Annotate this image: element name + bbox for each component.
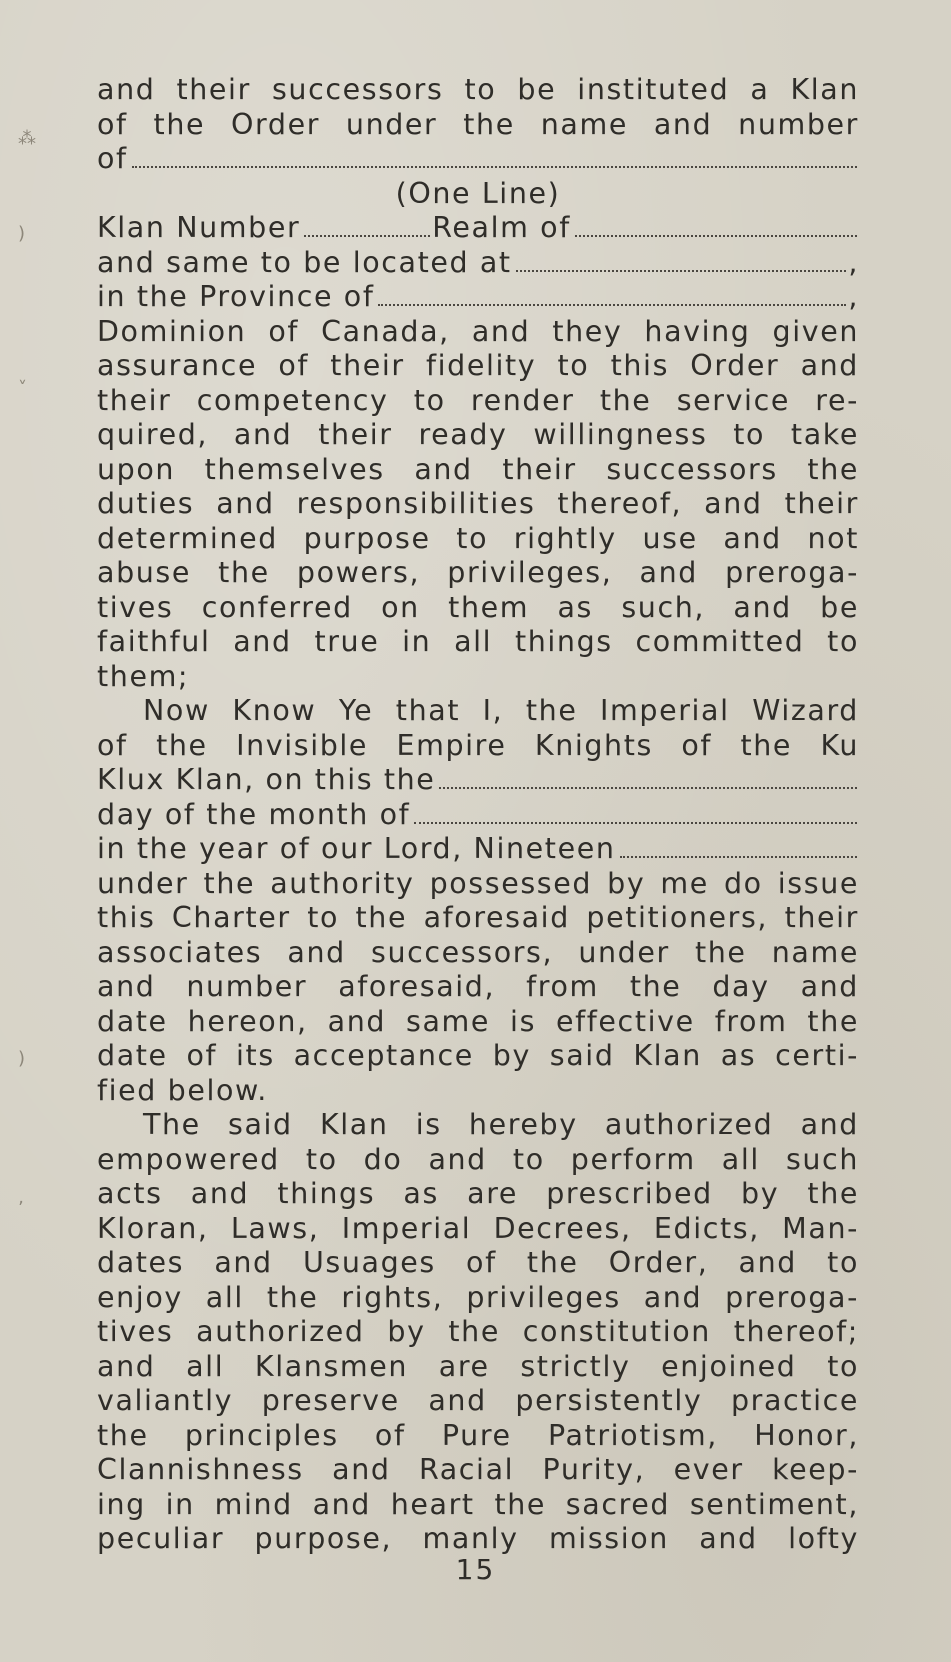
text-line xyxy=(97,763,859,798)
line-label: Klan Number xyxy=(97,211,301,244)
text-line: Kloran, Laws, Imperial Decrees, Edicts, Man- xyxy=(97,1211,859,1245)
text-line: the principles of Pure Patriotism, Honor, xyxy=(97,1418,859,1452)
text-line: enjoy all the rights, privileges and preroga- xyxy=(97,1280,859,1314)
text-line: and their successors to be instituted a Klan xyxy=(97,73,859,106)
blank-field xyxy=(439,786,857,789)
text-line: dates and Usuages of the Order, and to xyxy=(97,1246,859,1279)
line-label: day of the month of xyxy=(97,797,411,831)
blank-field xyxy=(304,234,430,237)
text-line: and all Klansmen are strictly enjoined to xyxy=(97,1349,859,1383)
text-line: of the Order under the name and number xyxy=(97,107,859,141)
text-line: The said Klan is hereby authorized and xyxy=(143,1108,859,1141)
text-line: (One Line) xyxy=(395,176,561,210)
text-line: Clannishness and Racial Purity, ever keep- xyxy=(97,1453,859,1486)
text-line: date hereon, and same is effective from the xyxy=(97,1004,859,1038)
text-line: date of its acceptance by said Klan as certi- xyxy=(97,1039,859,1072)
text-line: assurance of their fidelity to this Order and xyxy=(97,349,859,382)
text-line xyxy=(97,142,859,177)
text-line xyxy=(97,211,859,246)
blank-field xyxy=(575,234,857,237)
margin-mark: ) xyxy=(18,223,26,244)
line-label: Realm of xyxy=(432,211,571,244)
text-line: fied below. xyxy=(97,1073,268,1107)
text-line: peculiar purpose, manly mission and lofty xyxy=(97,1522,859,1555)
text-line xyxy=(97,832,859,867)
text-line: under the authority possessed by me do issue xyxy=(97,866,859,900)
document-body xyxy=(97,73,859,1626)
margin-mark: ˅ xyxy=(18,378,27,399)
text-line xyxy=(97,1591,859,1626)
text-line xyxy=(97,246,859,281)
text-line: determined purpose to rightly use and not xyxy=(97,521,859,555)
line-punct: , xyxy=(848,280,859,313)
text-line: acts and things as are prescribed by the xyxy=(97,1177,859,1210)
text-line: and number aforesaid, from the day and xyxy=(97,970,859,1003)
text-line: their competency to render the service re- xyxy=(97,383,859,417)
blank-field xyxy=(378,303,846,306)
text-line: valiantly preserve and persistently practice xyxy=(97,1384,859,1417)
text-line: tives authorized by the constitution thereof; xyxy=(97,1315,859,1348)
text-line: tives conferred on them as such, and be xyxy=(97,590,859,624)
page-number: 15 xyxy=(455,1553,496,1586)
text-line: of the Invisible Empire Knights of the Ku xyxy=(97,728,859,762)
text-line: quired, and their ready willingness to take xyxy=(97,418,859,451)
margin-mark: ) xyxy=(18,1048,26,1069)
line-label: in the year of our Lord, Nineteen xyxy=(97,832,616,865)
text-line: them; xyxy=(97,659,190,693)
text-line: empowered to do and to perform all such xyxy=(97,1142,859,1176)
text-line: Now Know Ye that I, the Imperial Wizard xyxy=(143,694,859,727)
text-line: associates and successors, under the name xyxy=(97,935,859,969)
line-label: in the Province of xyxy=(97,280,375,313)
text-line: duties and responsibilities thereof, and their xyxy=(97,487,859,520)
text-line: ing in mind and heart the sacred sentiment, xyxy=(97,1487,859,1521)
text-line: faithful and true in all things committed to xyxy=(97,625,859,658)
text-line xyxy=(97,798,859,833)
text-line: Dominion of Canada, and they having given xyxy=(97,314,859,348)
margin-mark: ʼ xyxy=(18,1198,24,1219)
blank-field xyxy=(414,821,857,824)
blank-field xyxy=(132,165,857,168)
blank-field xyxy=(620,855,858,858)
line-label: and same to be located at xyxy=(97,245,512,279)
margin-mark: ⁂ xyxy=(18,128,36,149)
text-line: upon themselves and their successors the xyxy=(97,452,859,486)
text-line: this Charter to the aforesaid petitioners, their xyxy=(97,901,859,934)
line-punct: , xyxy=(848,245,859,279)
line-label: of xyxy=(97,142,128,175)
blank-field xyxy=(516,269,847,272)
text-line xyxy=(97,280,859,315)
line-label: Klux Klan, on this the xyxy=(97,763,436,796)
text-line: abuse the powers, privileges, and preroga- xyxy=(97,556,859,589)
